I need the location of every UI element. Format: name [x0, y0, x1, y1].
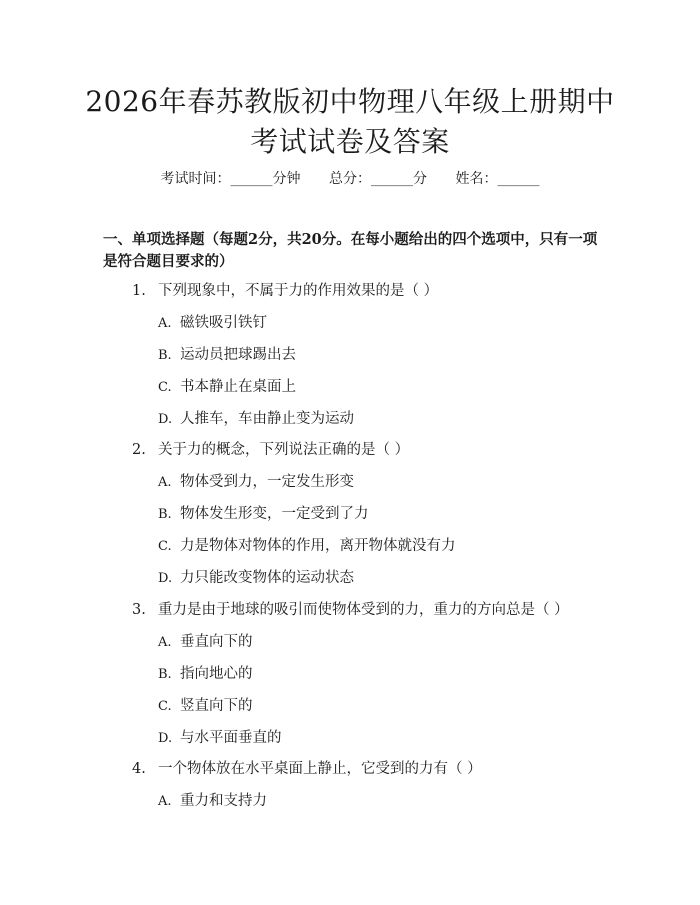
page-title: 2026年春苏教版初中物理八年级上册期中考试试卷及答案	[85, 85, 615, 158]
option-2c	[158, 536, 456, 557]
question-number: 4.	[132, 761, 146, 777]
option-letter: A.	[158, 475, 172, 490]
question-4	[132, 759, 482, 779]
option-text: 人推车，车由静止变为运动	[180, 411, 354, 427]
option-1d	[158, 409, 354, 430]
question-text: 关于力的概念，下列说法正确的是（ ）	[158, 442, 410, 458]
option-text: 垂直向下的	[180, 634, 253, 650]
question-text: 下列现象中，不属于力的作用效果的是（ ）	[158, 283, 439, 299]
question-2	[132, 440, 409, 460]
option-letter: D.	[158, 412, 173, 427]
question-number: 1.	[132, 283, 146, 299]
total-score-field: 总分：______分	[329, 171, 427, 187]
option-letter: B.	[158, 348, 172, 363]
option-text: 物体受到力，一定发生形变	[180, 474, 354, 490]
question-number: 3.	[132, 602, 146, 618]
question-3	[132, 600, 569, 620]
option-letter: C.	[158, 699, 172, 714]
option-3a	[158, 632, 253, 653]
option-text: 运动员把球踢出去	[180, 347, 296, 363]
option-text: 书本静止在桌面上	[180, 379, 296, 395]
question-1	[132, 281, 438, 301]
option-text: 与水平面垂直的	[180, 730, 282, 746]
option-letter: A.	[158, 635, 172, 650]
option-letter: D.	[158, 571, 173, 586]
option-1a	[158, 313, 267, 334]
question-text: 重力是由于地球的吸引而使物体受到的力，重力的方向总是（ ）	[158, 602, 569, 618]
student-name-field: 姓名：______	[455, 171, 540, 187]
exam-time-field: 考试时间：______分钟	[160, 171, 301, 187]
question-number: 2.	[132, 442, 146, 458]
option-2b	[158, 504, 369, 525]
exam-meta	[0, 168, 700, 188]
option-letter: A.	[158, 794, 172, 809]
option-letter: A.	[158, 316, 172, 331]
option-text: 指向地心的	[180, 666, 253, 682]
option-text: 磁铁吸引铁钉	[180, 315, 267, 331]
option-letter: D.	[158, 731, 173, 746]
option-4a	[158, 791, 267, 812]
option-text: 力只能改变物体的运动状态	[180, 570, 354, 586]
option-3c	[158, 696, 253, 717]
option-text: 物体发生形变，一定受到了力	[180, 506, 369, 522]
option-1c	[158, 377, 296, 398]
option-3b	[158, 664, 253, 685]
option-letter: C.	[158, 380, 172, 395]
option-text: 力是物体对物体的作用，离开物体就没有力	[180, 538, 456, 554]
question-text: 一个物体放在水平桌面上静止，它受到的力有（ ）	[158, 761, 482, 777]
option-letter: C.	[158, 539, 172, 554]
option-1b	[158, 345, 296, 366]
option-text: 竖直向下的	[180, 698, 253, 714]
option-letter: B.	[158, 507, 172, 522]
option-letter: B.	[158, 667, 172, 682]
option-3d	[158, 728, 282, 749]
section-title: 一、单项选择题（每题2分，共20分。在每小题给出的四个选项中，只有一项是符合题目要求的）	[103, 231, 598, 270]
option-2a	[158, 472, 354, 493]
option-text: 重力和支持力	[180, 793, 267, 809]
option-2d	[158, 568, 354, 589]
